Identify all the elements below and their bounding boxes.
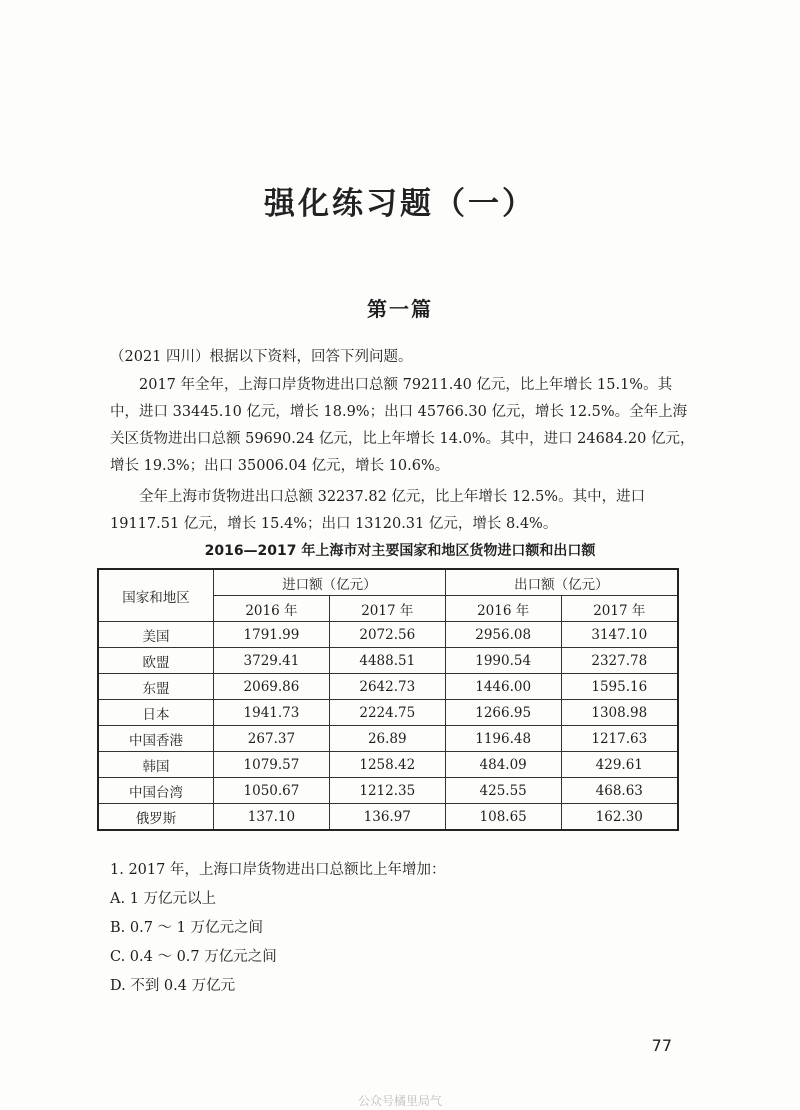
header-import: 进口额（亿元） (214, 569, 446, 596)
cell-exp2016: 1266.95 (445, 700, 561, 726)
table-title: 2016—2017 年上海市对主要国家和地区货物进口额和出口额 (204, 543, 596, 559)
section-heading: 第一篇 (367, 297, 433, 321)
table-row (98, 700, 678, 726)
cell-exp2016: 1446.00 (445, 674, 561, 700)
trade-table (97, 568, 679, 831)
cell-imp2017: 1212.35 (329, 778, 445, 804)
cell-imp2016: 1079.57 (214, 752, 330, 778)
cell-imp2016: 1791.99 (214, 622, 330, 648)
page-number: 77 (651, 1036, 672, 1055)
material-paragraph-2: 全年上海市货物进出口总额 32237.82 亿元，比上年增长 12.5%。其中，进口 19117.51 亿元，增长 15.4%；出口 13120.31 亿元，增长 8.4%。 (110, 489, 646, 532)
cell-exp2016: 1990.54 (445, 648, 561, 674)
cell-exp2017: 429.61 (561, 752, 678, 778)
table-row (98, 648, 678, 674)
cell-imp2016: 3729.41 (214, 648, 330, 674)
header-import-2016: 2016 年 (214, 596, 330, 622)
header-region: 国家和地区 (98, 569, 214, 622)
cell-imp2017: 2642.73 (329, 674, 445, 700)
cell-exp2016: 108.65 (445, 804, 561, 831)
cell-exp2016: 484.09 (445, 752, 561, 778)
cell-imp2017: 26.89 (329, 726, 445, 752)
question-stem: 1. 2017 年，上海口岸货物进出口总额比上年增加： (110, 862, 446, 878)
cell-exp2017: 162.30 (561, 804, 678, 831)
cell-imp2017: 1258.42 (329, 752, 445, 778)
cell-exp2016: 425.55 (445, 778, 561, 804)
cell-exp2016: 1196.48 (445, 726, 561, 752)
question-block (110, 856, 700, 1001)
cell-imp2016: 267.37 (214, 726, 330, 752)
cell-region: 中国台湾 (98, 778, 214, 804)
cell-region: 美国 (98, 622, 214, 648)
source-note: （2021 四川）根据以下资料，回答下列问题。 (110, 349, 413, 365)
header-import-2017: 2017 年 (329, 596, 445, 622)
cell-exp2017: 468.63 (561, 778, 678, 804)
cell-imp2017: 2224.75 (329, 700, 445, 726)
cell-region: 东盟 (98, 674, 214, 700)
table-row (98, 778, 678, 804)
option-c[interactable]: C. 0.4 ～ 0.7 万亿元之间 (110, 949, 277, 965)
cell-exp2016: 2956.08 (445, 622, 561, 648)
cell-region: 欧盟 (98, 648, 214, 674)
page-title: 强化练习题（一） (264, 186, 536, 222)
cell-exp2017: 3147.10 (561, 622, 678, 648)
table-row (98, 674, 678, 700)
watermark: 公众号橘里局气 (357, 1094, 442, 1108)
cell-region: 俄罗斯 (98, 804, 214, 831)
option-d[interactable]: D. 不到 0.4 万亿元 (110, 978, 236, 994)
cell-imp2017: 136.97 (329, 804, 445, 831)
cell-imp2016: 1941.73 (214, 700, 330, 726)
cell-region: 日本 (98, 700, 214, 726)
cell-exp2017: 1217.63 (561, 726, 678, 752)
cell-region: 中国香港 (98, 726, 214, 752)
header-export-2017: 2017 年 (561, 596, 678, 622)
table-row (98, 752, 678, 778)
cell-imp2017: 2072.56 (329, 622, 445, 648)
cell-imp2016: 137.10 (214, 804, 330, 831)
cell-exp2017: 1595.16 (561, 674, 678, 700)
cell-exp2017: 1308.98 (561, 700, 678, 726)
cell-imp2016: 1050.67 (214, 778, 330, 804)
header-export-2016: 2016 年 (445, 596, 561, 622)
option-a[interactable]: A. 1 万亿元以上 (110, 891, 217, 907)
table-row (98, 622, 678, 648)
cell-imp2017: 4488.51 (329, 648, 445, 674)
table-row (98, 726, 678, 752)
option-b[interactable]: B. 0.7 ～ 1 万亿元之间 (110, 920, 263, 936)
cell-region: 韩国 (98, 752, 214, 778)
cell-imp2016: 2069.86 (214, 674, 330, 700)
cell-exp2017: 2327.78 (561, 648, 678, 674)
table-row (98, 804, 678, 831)
material-paragraph-1: 2017 年全年，上海口岸货物进出口总额 79211.40 亿元，比上年增长 15.1%。其中，进口 33445.10 亿元，增长 18.9%；出口 45766.30 亿元，增长 12.5%。全年上海关区货物进出口总额 59690.24 亿元，比上年增长 14.0%。其中，进口 24684.20 亿元，增长 19.3%；出口 35006.04 亿元，增长 10.6%。 (110, 377, 695, 474)
header-export: 出口额（亿元） (445, 569, 678, 596)
